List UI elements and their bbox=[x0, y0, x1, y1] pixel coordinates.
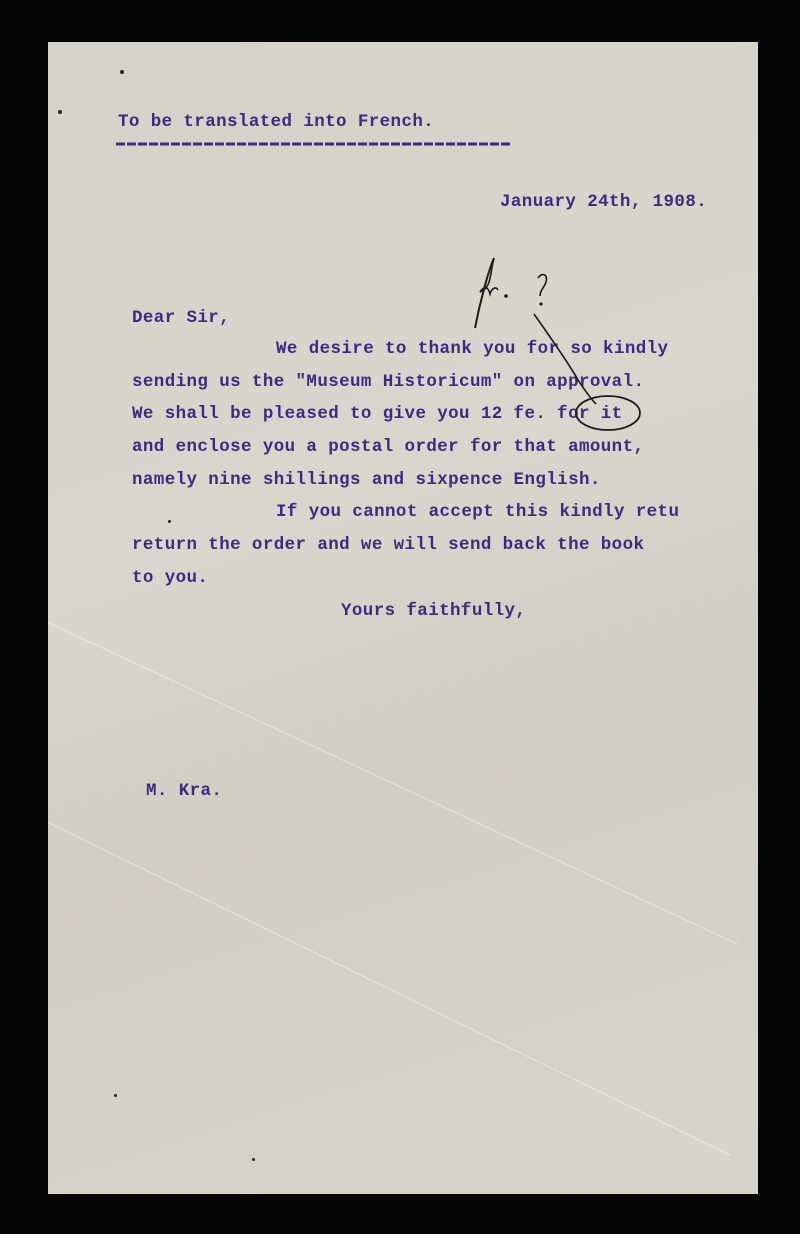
handwritten-annotation bbox=[48, 42, 758, 1194]
letter-page bbox=[48, 42, 758, 1194]
body-line: We shall be pleased to give you 12 fe. for it bbox=[132, 404, 623, 424]
body-line: and enclose you a postal order for that amount, bbox=[132, 437, 645, 457]
signature: M. Kra. bbox=[146, 781, 223, 801]
circled-fe-annotation bbox=[576, 396, 640, 430]
letter-date: January 24th, 1908. bbox=[500, 192, 708, 212]
body-line: We desire to thank you for so kindly bbox=[276, 339, 669, 359]
body-line: return the order and we will send back the book bbox=[132, 535, 645, 555]
closing: Yours faithfully, bbox=[341, 601, 527, 621]
handwritten-period bbox=[504, 294, 508, 298]
salutation: Dear Sir, bbox=[132, 308, 231, 328]
translation-instruction: To be translated into French. bbox=[118, 112, 435, 132]
handwritten-question-mark bbox=[538, 275, 546, 296]
annotation-leader-line bbox=[534, 314, 596, 404]
body-line: sending us the "Museum Historicum" on approval. bbox=[132, 372, 645, 392]
body-line: If you cannot accept this kindly retu bbox=[276, 502, 680, 522]
body-line: to you. bbox=[132, 568, 209, 588]
handwritten-question-dot bbox=[539, 302, 542, 305]
body-line: namely nine shillings and sixpence English. bbox=[132, 470, 601, 490]
